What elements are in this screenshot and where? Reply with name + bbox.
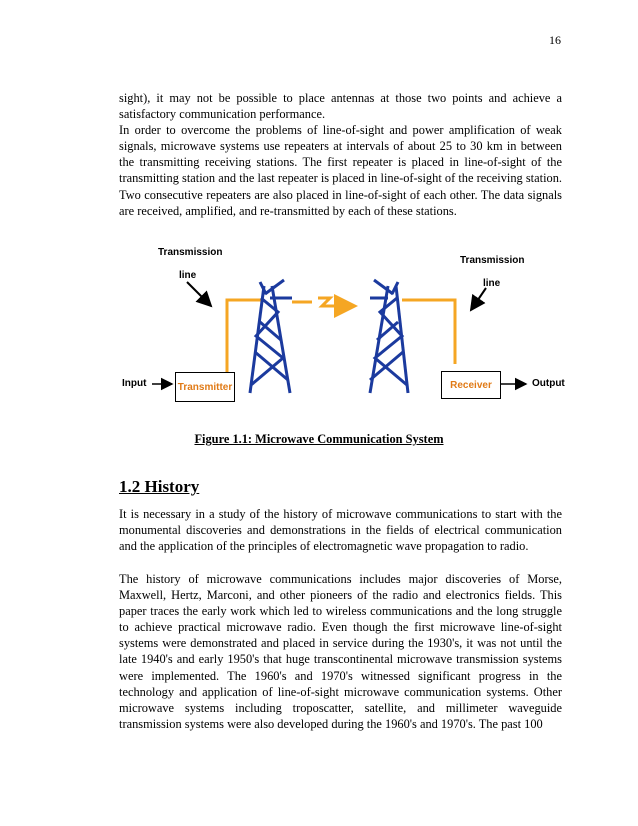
rx-tower xyxy=(370,280,408,393)
rx-label-line1: Transmission xyxy=(460,255,525,266)
page-number: 16 xyxy=(549,33,561,47)
tx-label-line1: Transmission xyxy=(158,247,223,258)
tx-line-pointer xyxy=(187,282,211,306)
section-heading: 1.2 History xyxy=(119,477,200,496)
history-paragraph-1: It is necessary in a study of the history of microwave communications to start with the monumental discoveries and demonstrations in the fields of electrical communication and the application of the principles of electromagnetic wave propagation to radio. xyxy=(119,507,562,554)
microwave-figure xyxy=(0,240,638,410)
tx-label-line2: line xyxy=(179,270,197,281)
receiver-box: Receiver xyxy=(441,371,501,399)
intro-paragraph-1: sight), it may not be possible to place antennas at those two points and achieve a satisfactory communication performance. xyxy=(119,91,562,122)
rx-label-line2: line xyxy=(483,278,501,289)
transmitter-box: Transmitter xyxy=(175,372,235,402)
rx-transmission-line xyxy=(402,300,455,364)
tx-tower xyxy=(250,280,292,393)
figure-caption: Figure 1.1: Microwave Communication System xyxy=(194,432,444,446)
history-paragraph-2: The history of microwave communications includes major discoveries of Morse, Maxwell, Hertz, Marconi, and other pioneers of the radio and electronics fields. This paper traces the early work which led to wireless communications and the long struggle to achieve practical microwave radio. Even though the first microwave line-of-sight systems were demonstrated and placed in service during the 1930's, it was not until the late 1940's and early 1950's that huge transcontinental microwave transmission systems were implemented. The 1960's and 1970's witnessed significant progress in the technology and application of line-of-sight microwave communication systems. Other microwave systems including troposcatter, satellite, and millimeter waveguide transmission systems were also developed during the 1960's and 1970's. The past 100 xyxy=(119,572,562,731)
output-label: Output xyxy=(532,378,565,389)
intro-paragraph-2: In order to overcome the problems of line-of-sight and power amplification of weak signals, microwave systems use repeaters at intervals of about 25 to 30 km in between the transmitting receiving stations. The first repeater is placed in line-of-sight of the transmitting station and the last repeater is placed in line-of-sight of the receiving station. Two consecutive repeaters are also placed in line-of-sight of each other. The data signals are received, amplified, and re-transmitted by each of these stations. xyxy=(119,123,562,218)
microwave-link-zigzag xyxy=(318,298,336,306)
intro-text xyxy=(119,90,562,219)
input-label: Input xyxy=(122,378,147,389)
rx-line-pointer xyxy=(471,288,486,310)
